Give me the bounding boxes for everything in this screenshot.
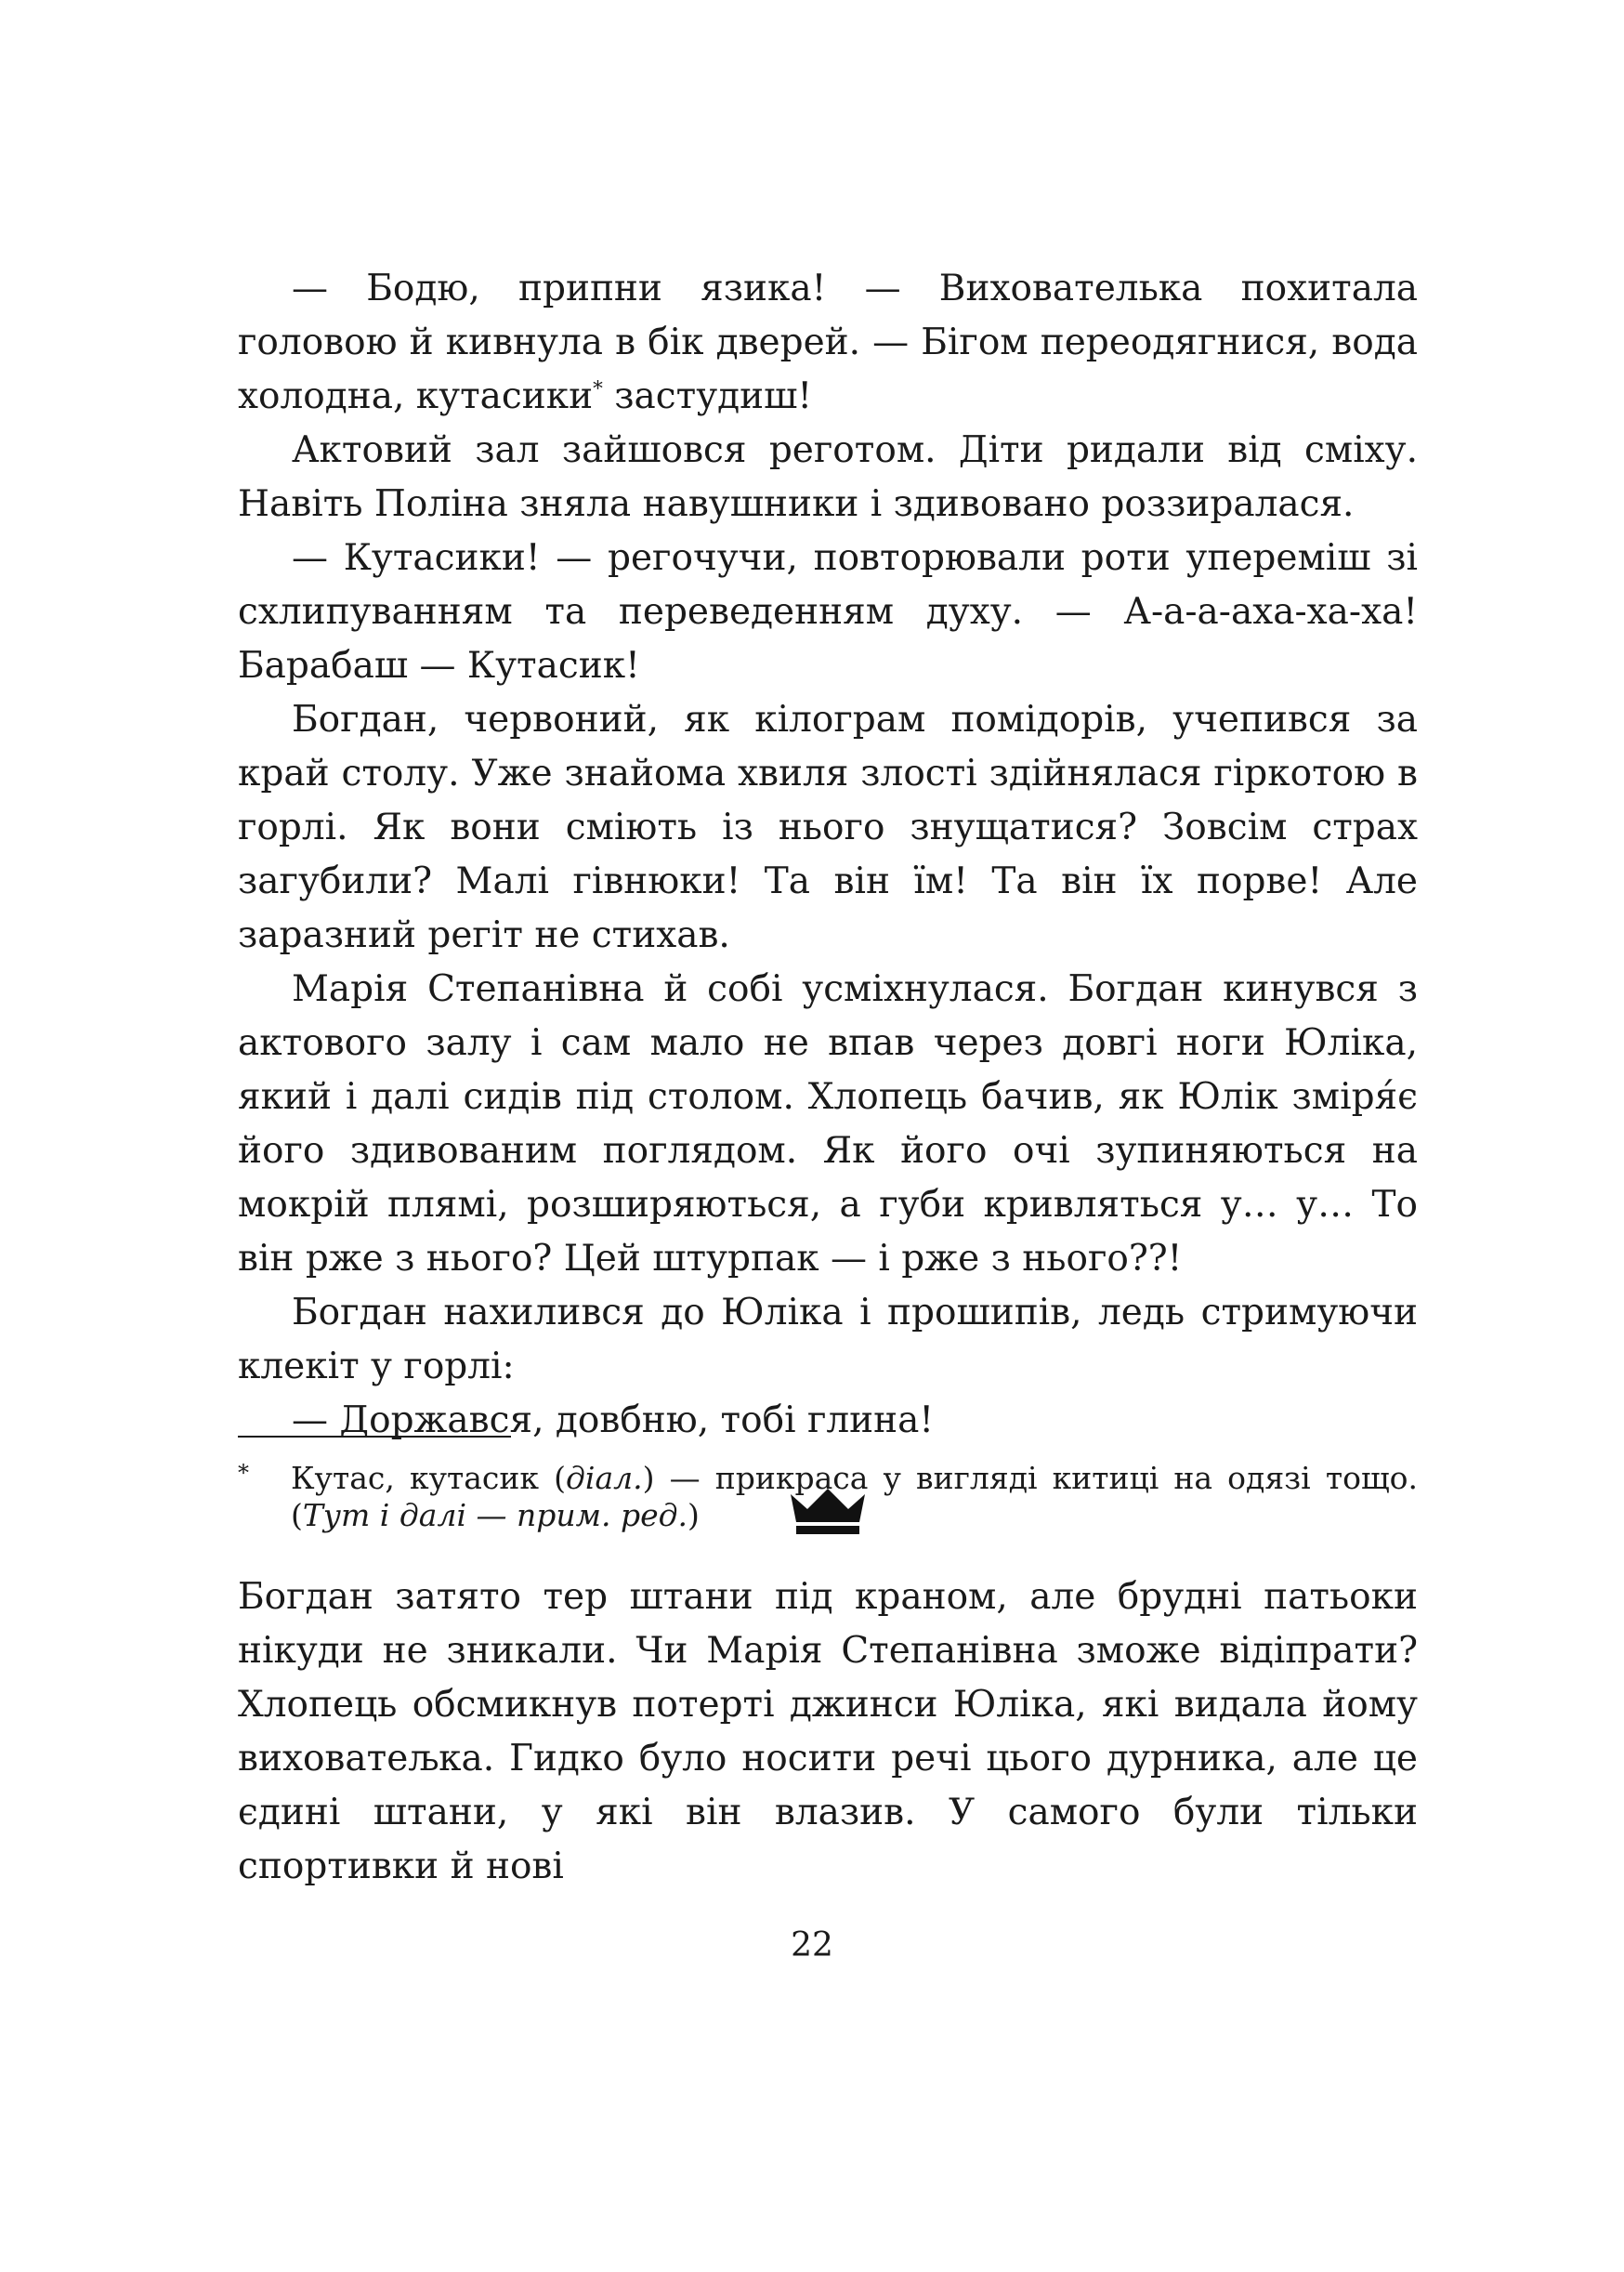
footnotes — [238, 1436, 1418, 1534]
paragraph-2: Актовий зал зайшовся реготом. Діти ридали від сміху. Навіть Поліна зняла навушники і здивовано роззиралася. — [238, 429, 1418, 525]
page-number: 22 — [791, 1926, 833, 1964]
footnote-label: діал. — [566, 1460, 643, 1496]
paragraph-1 — [238, 262, 1418, 424]
footnote: * Кутас, кутасик (діал.) — прикраса у вигляді китиці на одязі тощо. (Тут і далі — прим. ред.) — [238, 1460, 1418, 1534]
paragraph-4: Богдан, червоний, як кілограм помідорів, учепився за край столу. Уже знайома хвиля злості здійнялася гіркотою в горлі. Як вони сміють із нього знущатися? Зовсім страх загубили? Малі гівнюки! Та він їм! Та він їх порве! Але заразний регіт не стихав. — [238, 699, 1418, 956]
paragraph-after-break: Богдан затято тер штани під краном, але брудні патьоки нікуди не зникали. Чи Марія Степанівна зможе відіпрати? Хлопець обсмикнув потерті джинси Юліка, які видала йому виховатељка. Гидко було носити речі цього дурника, але це єдині штани, у які він влазив. У самого були тільки спортивки й нові — [238, 1576, 1418, 1887]
footnote-term: Кутас, кутасик — [291, 1460, 540, 1496]
paragraph-7: — Доржався, довбню, тобі глина! — [292, 1399, 935, 1441]
paragraph-5: Марія Степанівна й собі усміхнулася. Богдан кинувся з актового залу і сам мало не впав через довгі ноги Юліка, який і далі сидів під столом. Хлопець бачив, як Юлік зміря́є його здивованим поглядом. Як його очі зупиняються на мокрій плямі, розширяються, а губи кривляться у… у… То він рже з нього? Цей штурпак — і рже з нього??! — [238, 968, 1418, 1280]
footnote-marker: * — [238, 1460, 249, 1486]
footnote-ref[interactable]: * — [593, 377, 603, 401]
paragraph-3: — Кутасики! — регочучи, повторювали роти упереміш зі схлипуванням та переведенням духу. — А-а-а-аха-ха-ха! Барабаш — Кутасик! — [238, 537, 1418, 687]
footnote-editor-note: Тут і далі — прим. ред. — [302, 1497, 688, 1533]
footnote-definition: — прикраса у вигляді китиці на одязі тощо. ( — [291, 1460, 1418, 1533]
footnote-close: ) — [688, 1497, 700, 1533]
paragraph-1-text: — Бодю, припни язика! — Вихователька похитала головою й кивнула в бік дверей. — Бігом переодягнися, вода холодна, кутасики — [238, 268, 1418, 417]
page-body — [238, 262, 1418, 1894]
paragraph-1-text-after: застудиш! — [602, 375, 813, 417]
footnote-divider — [238, 1436, 511, 1438]
paragraph-6: Богдан нахилився до Юліка і прошипів, ледь стримуючи клекіт у горлі: — [238, 1292, 1418, 1387]
